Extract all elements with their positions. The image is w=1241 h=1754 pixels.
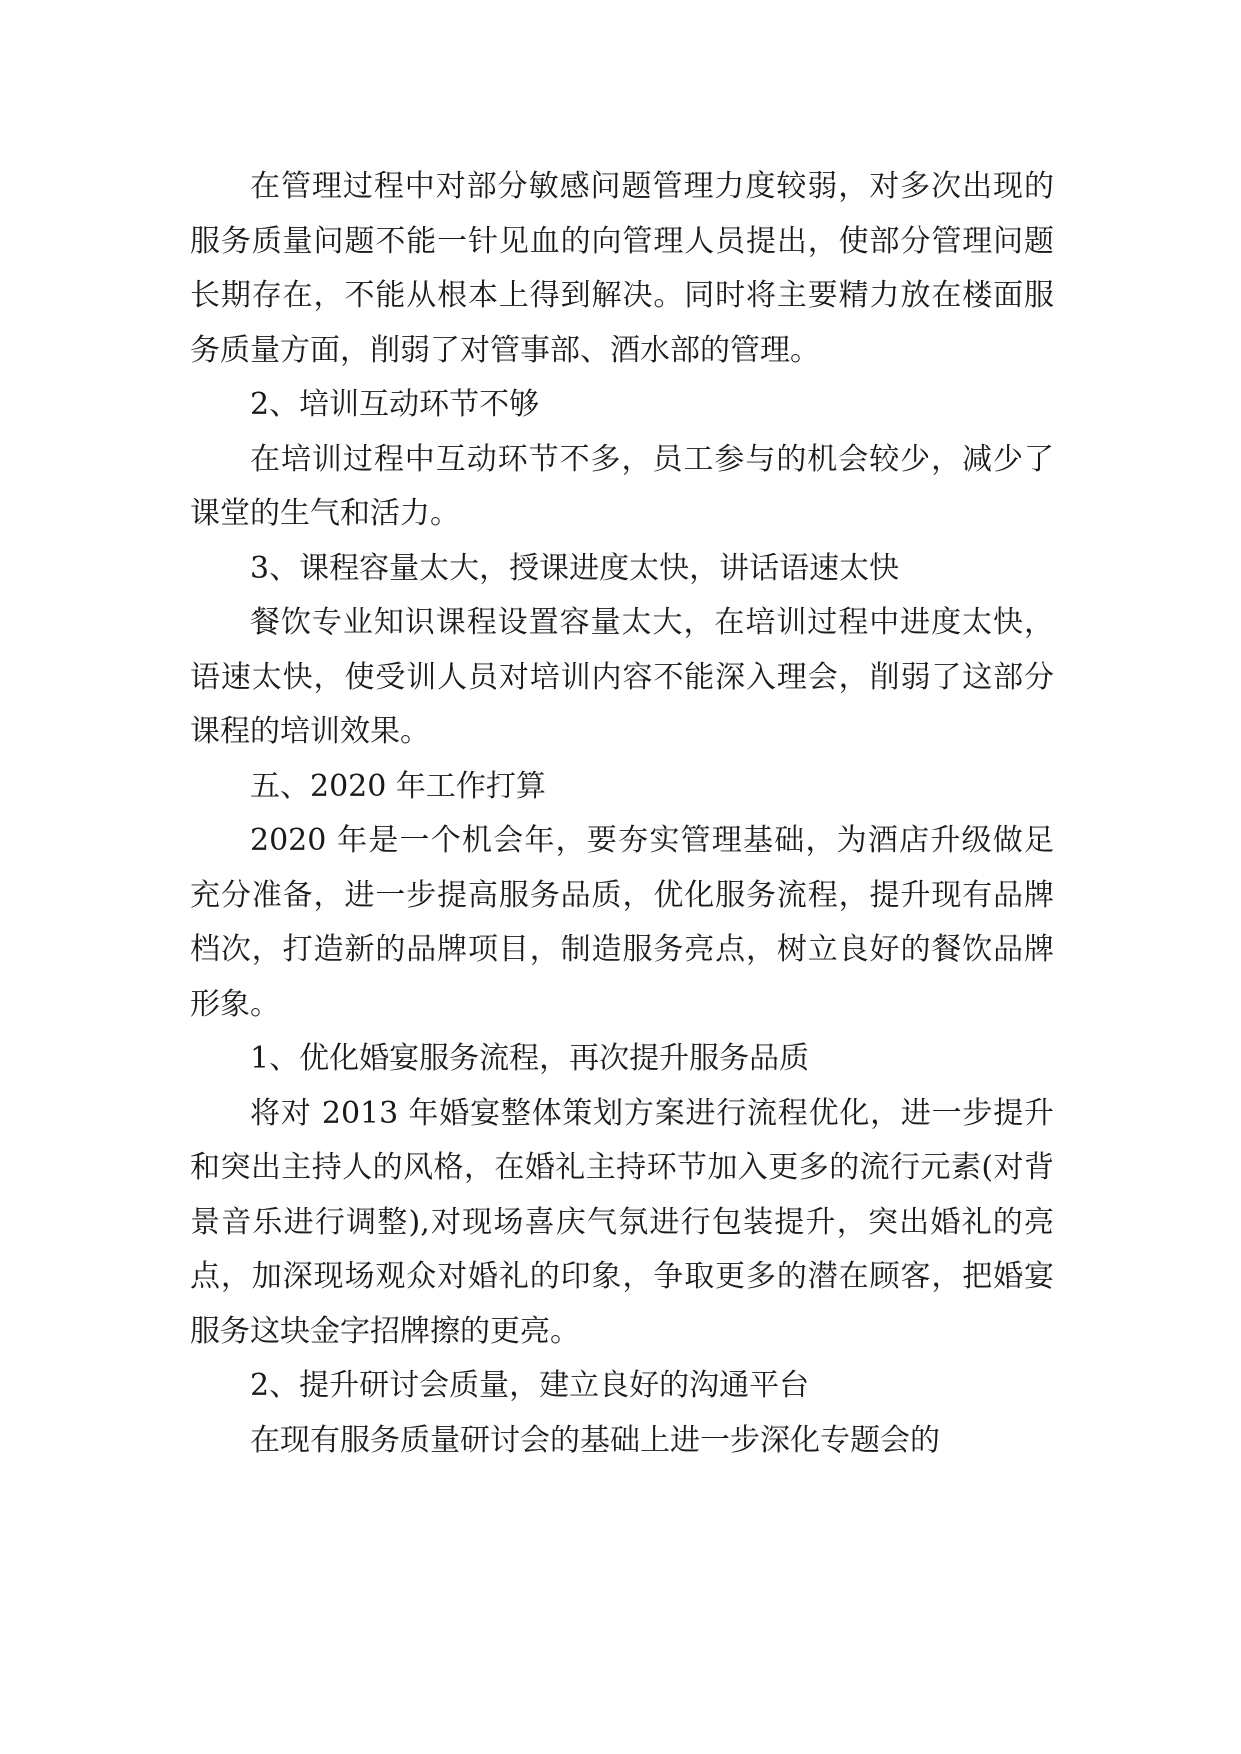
heading-seminar-quality: 2、提升研讨会质量，建立良好的沟通平台 <box>250 1368 810 1403</box>
heading-course-capacity: 3、课程容量太大，授课进度太快，讲话语速太快 <box>250 550 900 586</box>
heading-training-interaction: 2、培训互动环节不够 <box>250 387 540 422</box>
paragraph-management-weakness: 在管理过程中对部分敏感问题管理力度较弱，对多次出现的服务质量问题不能一针见血的向管理人员提出，使部分管理问题长期存在，不能从根本上得到解决。同时将主要精力放在楼面服务质量方面，削弱了对管事部、酒水部的管理。 <box>190 169 1054 368</box>
heading-work-plan-2020: 五、2020 年工作打算 <box>250 768 546 804</box>
paragraph-training-interaction: 在培训过程中互动环节不多，员工参与的机会较少，减少了课堂的生气和活力。 <box>190 441 1054 531</box>
document-body <box>190 160 1054 1468</box>
paragraph-course-capacity: 餐饮专业知识课程设置容量太大，在培训过程中进度太快，语速太快，使受训人员对培训内容不能深入理会，削弱了这部分课程的培训效果。 <box>190 605 1054 749</box>
paragraph-seminar-quality: 在现有服务质量研讨会的基础上进一步深化专题会的 <box>250 1422 940 1458</box>
heading-wedding-service: 1、优化婚宴服务流程，再次提升服务品质 <box>250 1041 810 1076</box>
paragraph-work-plan-2020: 2020 年是一个机会年，要夯实管理基础，为酒店升级做足充分准备，进一步提高服务品质，优化服务流程，提升现有品牌档次，打造新的品牌项目，制造服务亮点，树立良好的餐饮品牌形象。 <box>190 823 1054 1022</box>
paragraph-wedding-service: 将对 2013 年婚宴整体策划方案进行流程优化，进一步提升和突出主持人的风格，在婚礼主持环节加入更多的流行元素(对背景音乐进行调整),对现场喜庆气氛进行包装提升，突出婚礼的亮点，加深现场观众对婚礼的印象，争取更多的潜在顾客，把婚宴服务这块金字招牌擦的更亮。 <box>190 1095 1054 1349</box>
